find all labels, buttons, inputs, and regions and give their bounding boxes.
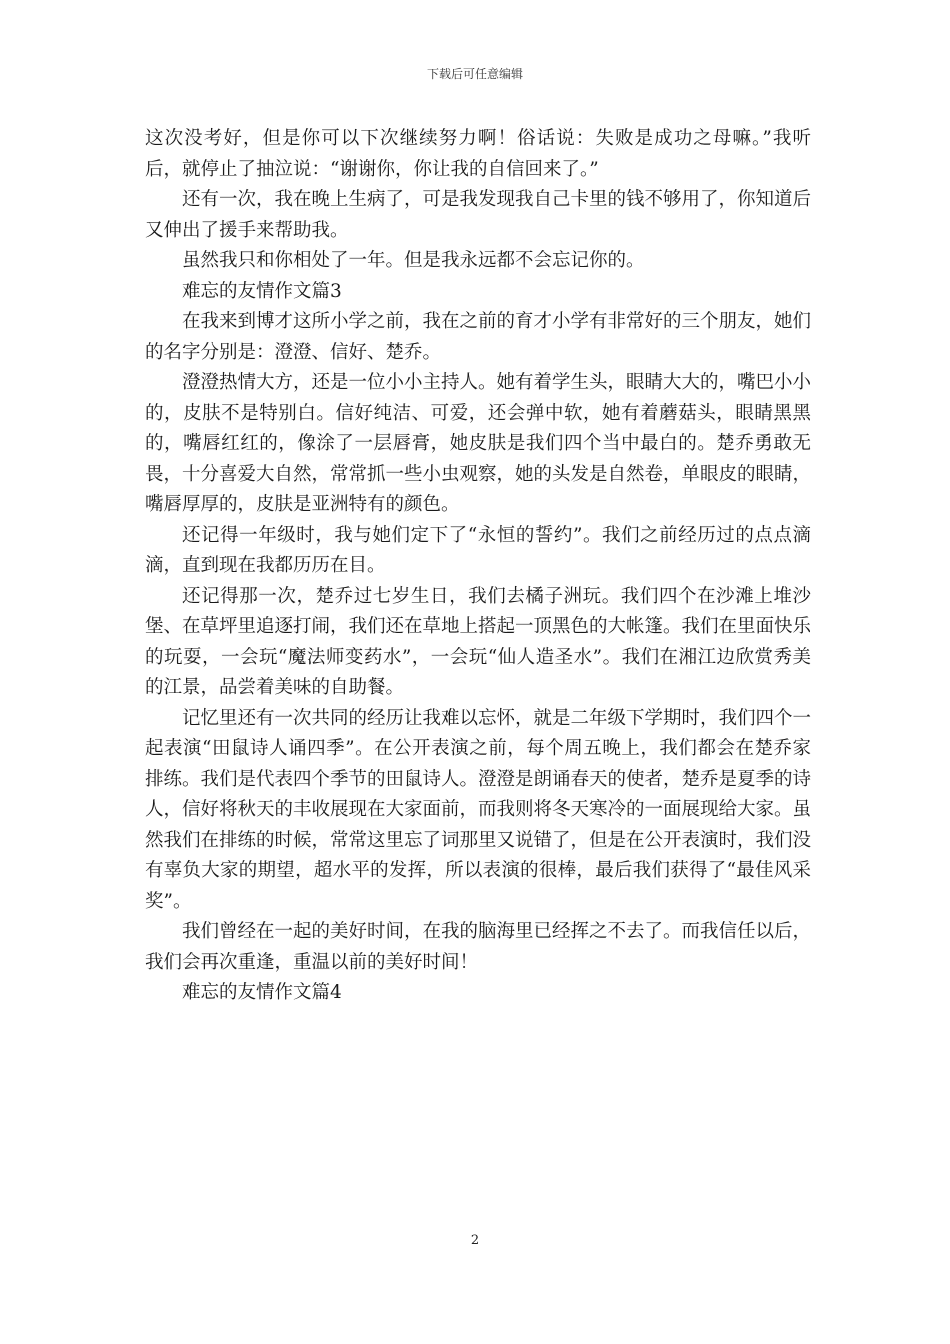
page-header: 下载后可任意编辑 (426, 67, 523, 81)
paragraph: 还有一次，我在晚上生病了，可是我发现我自己卡里的钱不够用了，你知道后又伸出了援手来帮助我。 (145, 189, 812, 241)
paragraph: 虽然我只和你相处了一年。但是我永远都不会忘记你的。 (182, 250, 645, 271)
paragraph: 我们曾经在一起的美好时间，在我的脑海里已经挥之不去了。而我信任以后，我们会再次重逢，重温以前的美好时间！ (145, 921, 812, 973)
paragraph: 这次没考好，但是你可以下次继续努力啊！俗话说：失败是成功之母嘛。”我听后，就停止了抽泣说：“谢谢你，你让我的自信回来了。” (145, 128, 811, 180)
document-body (145, 124, 811, 1009)
paragraph: 还记得一年级时，我与她们定下了“永恒的誓约”。我们之前经历过的点点滴滴，直到现在我都历历在目。 (145, 524, 811, 576)
paragraph: 在我来到博才这所小学之前，我在之前的育才小学有非常好的三个朋友，她们的名字分别是：澄澄、信好、楚乔。 (145, 311, 812, 363)
page-number: 2 (470, 1233, 480, 1248)
paragraph: 记忆里还有一次共同的经历让我难以忘怀，就是二年级下学期时，我们四个一起表演“田鼠诗人诵四季”。在公开表演之前，每个周五晚上，我们都会在楚乔家排练。我们是代表四个季节的田鼠诗人。澄澄是朗诵春天的使者，楚乔是夏季的诗人，信好将秋天的丰收展现在大家面前，而我则将冬天寒冷的一面展现给大家。虽然我们在排练的时候，常常这里忘了词那里又说错了，但是在公开表演时，我们没有辜负大家的期望，超水平的发挥，所以表演的很棒，最后我们获得了“最佳风采奖”。 (145, 707, 812, 912)
section-heading: 难忘的友情作文篇3 (182, 280, 342, 302)
paragraph: 还记得那一次，楚乔过七岁生日，我们去橘子洲玩。我们四个在沙滩上堆沙堡、在草坪里追逐打闹，我们还在草地上搭起一顶黑色的大帐篷。我们在里面快乐的玩耍，一会玩“魔法师变药水”，一会玩“仙人造圣水”。我们在湘江边欣赏秀美的江景，品尝着美味的自助餐。 (145, 585, 812, 698)
section-heading: 难忘的友情作文篇4 (182, 982, 342, 1003)
paragraph: 澄澄热情大方，还是一位小小主持人。她有着学生头，眼睛大大的，嘴巴小小的，皮肤不是特别白。信好纯洁、可爱，还会弹中软，她有着蘑菇头，眼睛黑黑的，嘴唇红红的，像涂了一层唇膏，她皮肤是我们四个当中最白的。楚乔勇敢无畏，十分喜爱大自然，常常抓一些小虫观察，她的头发是自然卷，单眼皮的眼睛，嘴唇厚厚的，皮肤是亚洲特有的颜色。 (145, 372, 812, 515)
